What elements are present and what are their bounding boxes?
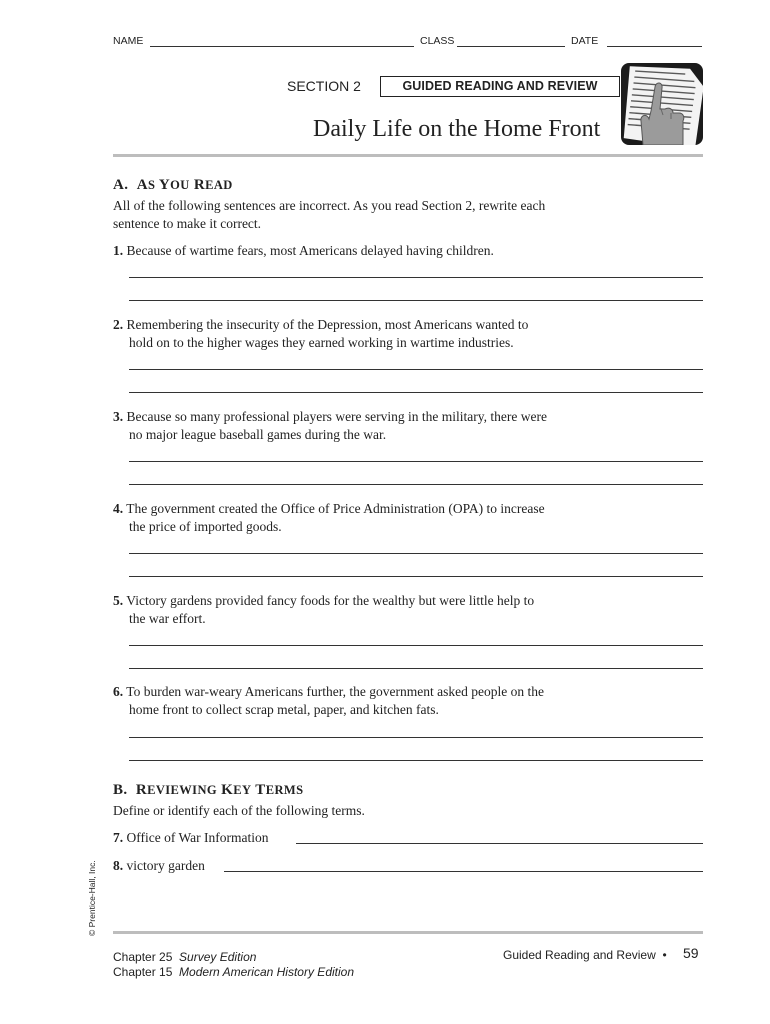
answer-line-6a[interactable] [129,737,703,738]
part-a-instructions-line2: sentence to make it correct. [113,216,262,231]
question-6: 6. To burden war-weary Americans further, the government asked people on the [113,684,544,699]
footer-chapter-modern: Chapter 15 Modern American History Edition [113,965,355,979]
part-b-heading: B. REVIEWING KEY TERMS [113,782,304,798]
answer-line-5a[interactable] [129,645,703,646]
answer-line-4b[interactable] [129,576,703,577]
title-divider [113,154,703,157]
question-2: 2. Remembering the insecurity of the Depression, most Americans wanted to [113,317,529,332]
name-field-line[interactable] [150,46,414,47]
part-b-instructions: Define or identify each of the following terms. [113,803,365,818]
answer-line-1b[interactable] [129,300,703,301]
class-field-line[interactable] [457,46,565,47]
part-a-instructions-line1: All of the following sentences are incorrect. As you read Section 2, rewrite each [113,198,546,213]
date-field-line[interactable] [607,46,702,47]
question-5-line2: the war effort. [129,611,206,626]
class-label: CLASS [420,35,455,47]
question-4: 4. The government created the Office of Price Administration (OPA) to increase [113,501,545,516]
hand-pointing-at-text-icon [621,63,703,145]
question-2-line2: hold on to the higher wages they earned working in wartime industries. [129,335,514,350]
footer-chapter-survey: Chapter 25 Survey Edition [113,950,257,964]
answer-line-5b[interactable] [129,668,703,669]
term-7-answer-line[interactable] [296,843,703,844]
page-number: 59 [683,945,699,961]
question-5: 5. Victory gardens provided fancy foods for the wealthy but were little help to [113,593,535,608]
term-8: 8. victory garden [113,858,205,873]
question-1: 1. Because of wartime fears, most Americans delayed having children. [113,243,494,258]
copyright-notice: © Prentice-Hall, Inc. [87,860,97,936]
section-label: SECTION 2 [287,78,361,94]
question-3-line2: no major league baseball games during the war. [129,427,387,442]
term-7: 7. Office of War Information [113,830,269,845]
term-8-answer-line[interactable] [224,871,703,872]
answer-line-2b[interactable] [129,392,703,393]
part-a-heading: A. AS YOU READ [113,177,233,193]
answer-line-3a[interactable] [129,461,703,462]
answer-line-1a[interactable] [129,277,703,278]
answer-line-2a[interactable] [129,369,703,370]
footer-divider [113,931,703,934]
answer-line-4a[interactable] [129,553,703,554]
page-title: Daily Life on the Home Front [313,116,601,142]
date-label: DATE [571,35,599,47]
question-6-line2: home front to collect scrap metal, paper, and kitchen fats. [129,702,439,717]
question-4-line2: the price of imported goods. [129,519,282,534]
footer-guide-label: Guided Reading and Review • [503,948,667,962]
guided-reading-badge: GUIDED READING AND REVIEW [380,76,620,97]
name-label: NAME [113,35,144,47]
answer-line-3b[interactable] [129,484,703,485]
answer-line-6b[interactable] [129,760,703,761]
question-3: 3. Because so many professional players were serving in the military, there were [113,409,547,424]
